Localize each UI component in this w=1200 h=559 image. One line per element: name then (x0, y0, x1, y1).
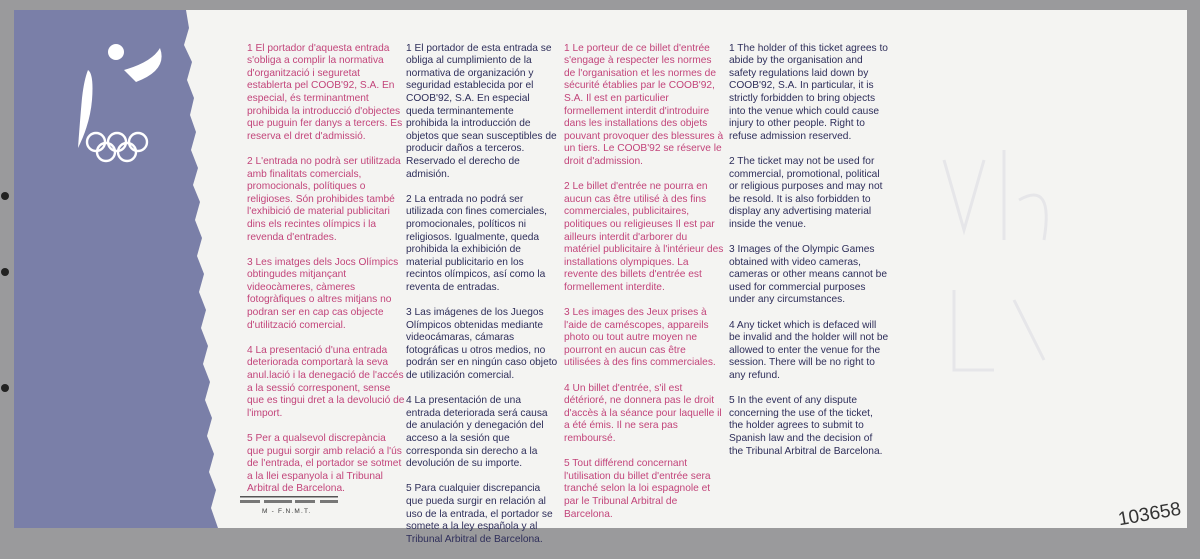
term-es-5: 5 Para cualquier discrepancia que pueda surgir en relación al uso de la entrada, el portador se somete a la ley española y al Tribunal Arbitral de Barcelona. (406, 483, 553, 545)
term-es-3: 3 Las imágenes de los Juegos Olímpicos obtenidas mediante videocámaras, cámaras fotográficas u otros medios, no podrán ser en ningún caso objeto de utilización comercial. (406, 307, 558, 382)
term-ca-1: 1 El portador d'aquesta entrada s'obliga a complir la normativa d'organització i seguretat establerta pel COOB'92, S.A. En especial, és terminantment prohibida la introducció d'objectes que puguin fer danys a tercers. Es reserva el dret d'admissió. (247, 42, 403, 142)
punch-hole (1, 268, 9, 276)
term-fr-1: 1 Le porteur de ce billet d'entrée s'engage à respecter les normes de l'organisation et les normes de sécurité établies par le COOB'92, S.A. Il est en particulier formellement interdit d'introduire dans les installations des objets pouvant provoquer des blessures à un tiers. Le COOB'92 se réserve le droit d'admission. (564, 42, 724, 167)
term-en-3: 3 Images of the Olympic Games obtained with video cameras, cameras or other means cannot be used for commercial purposes under any circumstances. (729, 244, 887, 306)
term-ca-3: 3 Les imatges dels Jocs Olímpics obtingudes mitjançant videocàmeres, càmeres fotogràfiques o altres mitjans no podran ser en cap cas objecte d'utilització comercial. (247, 256, 399, 331)
term-es-2: 2 La entrada no podrá ser utilizada con fines comerciales, promocionales, políticos ni religiosos. Igualmente, queda prohibida la exhibición de material publicitario en los recintos olímpicos, así como la reventa de entradas. (406, 193, 547, 293)
ticket (14, 10, 1187, 545)
faint-watermark (924, 100, 1074, 400)
term-fr-2: 2 Le billet d'entrée ne pourra en aucun cas être utilisé à des fins commerciales, publicitaires, politiques ou religieuses Il est par ailleurs interdit d'arborer du matériel publicitaire à l'intérieur des installations olympiques. La revente des billets d'entrée est formellement interdite. (564, 181, 724, 293)
printer-mark-icon: M (262, 508, 272, 515)
term-es-4: 4 La presentación de una entrada deteriorada será causa de anulación y denegación del acceso a la sesión que corresponda sin derecho a la devolución de su importe. (406, 395, 548, 470)
terms-english (729, 30, 889, 471)
logo-arm-icon (124, 48, 162, 82)
term-ca-4: 4 La presentació d'una entrada deteriorada comportarà la seva anul.lació i la denegació de l'accés a la sessió corresponent, sense que es tingui dret a la devolució de l'import. (247, 344, 405, 419)
term-es-1: 1 El portador de esta entrada se obliga al cumplimiento de la normativa de organización y seguridad establecida por el COOB'92, S.A. En especial queda terminantemente prohibida la introducción de objetos que sean susceptibles de producir daños a terceros. Reservado el derecho de admisión. (406, 42, 557, 180)
term-en-4: 4 Any ticket which is defaced will be invalid and the holder will not be allowed to enter the venue for the session. There will be no right to any refund. (729, 319, 889, 382)
terms-french (564, 30, 724, 534)
terms-catalan (247, 30, 405, 509)
logo-head-icon (108, 44, 124, 60)
term-ca-2: 2 L'entrada no podrà ser utilitzada amb finalitats comercials, promocionals, polítiques o religioses. Són prohibides també l'exhibició de material publicitari dins els recintes olímpics i la revenda d'entrades. (247, 155, 401, 243)
term-fr-3: 3 Les images des Jeux prises à l'aide de caméscopes, appareils photo ou tout autre moyen ne pourront en aucun cas être utilisées à des fins commerciales. (564, 307, 716, 369)
term-en-1: 1 The holder of this ticket agrees to abide by the organisation and safety regulations laid down by COOB'92, S.A. In particular, it is strictly forbidden to bring objects into the venue which could cause injury to other people. Right to refuse admission reserved. (729, 42, 888, 142)
punch-hole (1, 384, 9, 392)
printer-credit: M - F.N.M.T. (262, 508, 312, 515)
archive-serial-number: 103658 (1116, 498, 1183, 531)
term-fr-5: 5 Tout différend concernant l'utilisation du billet d'entrée sera tranché selon la loi espagnole et par le Tribunal Arbitral de Barcelona. (564, 458, 711, 520)
term-ca-5: 5 Per a qualsevol discrepància que pugui sorgir amb relació a l'ús de l'entrada, el portador se sotmet a la llei espanyola i al Tribunal Arbitral de Barcelona. (247, 433, 402, 495)
barcelona-92-logo (72, 40, 182, 170)
term-en-2: 2 The ticket may not be used for commercial, promotional, political or religious purposes and may not be resold. It is also forbidden to display any advertising material inside the venue. (729, 155, 883, 230)
olympic-rings-icon (87, 133, 147, 161)
microprint-strip (240, 495, 338, 505)
punch-hole (1, 192, 9, 200)
term-fr-4: 4 Un billet d'entrée, s'il est détérioré, ne donnera pas le droit d'accès à la séance pour laquelle il a été émis. Il ne sera pas remboursé. (564, 382, 722, 444)
terms-spanish (406, 30, 558, 559)
term-en-5: 5 In the event of any dispute concerning the use of the ticket, the holder agrees to submit to Spanish law and the decision of the Tribunal Arbitral de Barcelona. (729, 395, 883, 457)
